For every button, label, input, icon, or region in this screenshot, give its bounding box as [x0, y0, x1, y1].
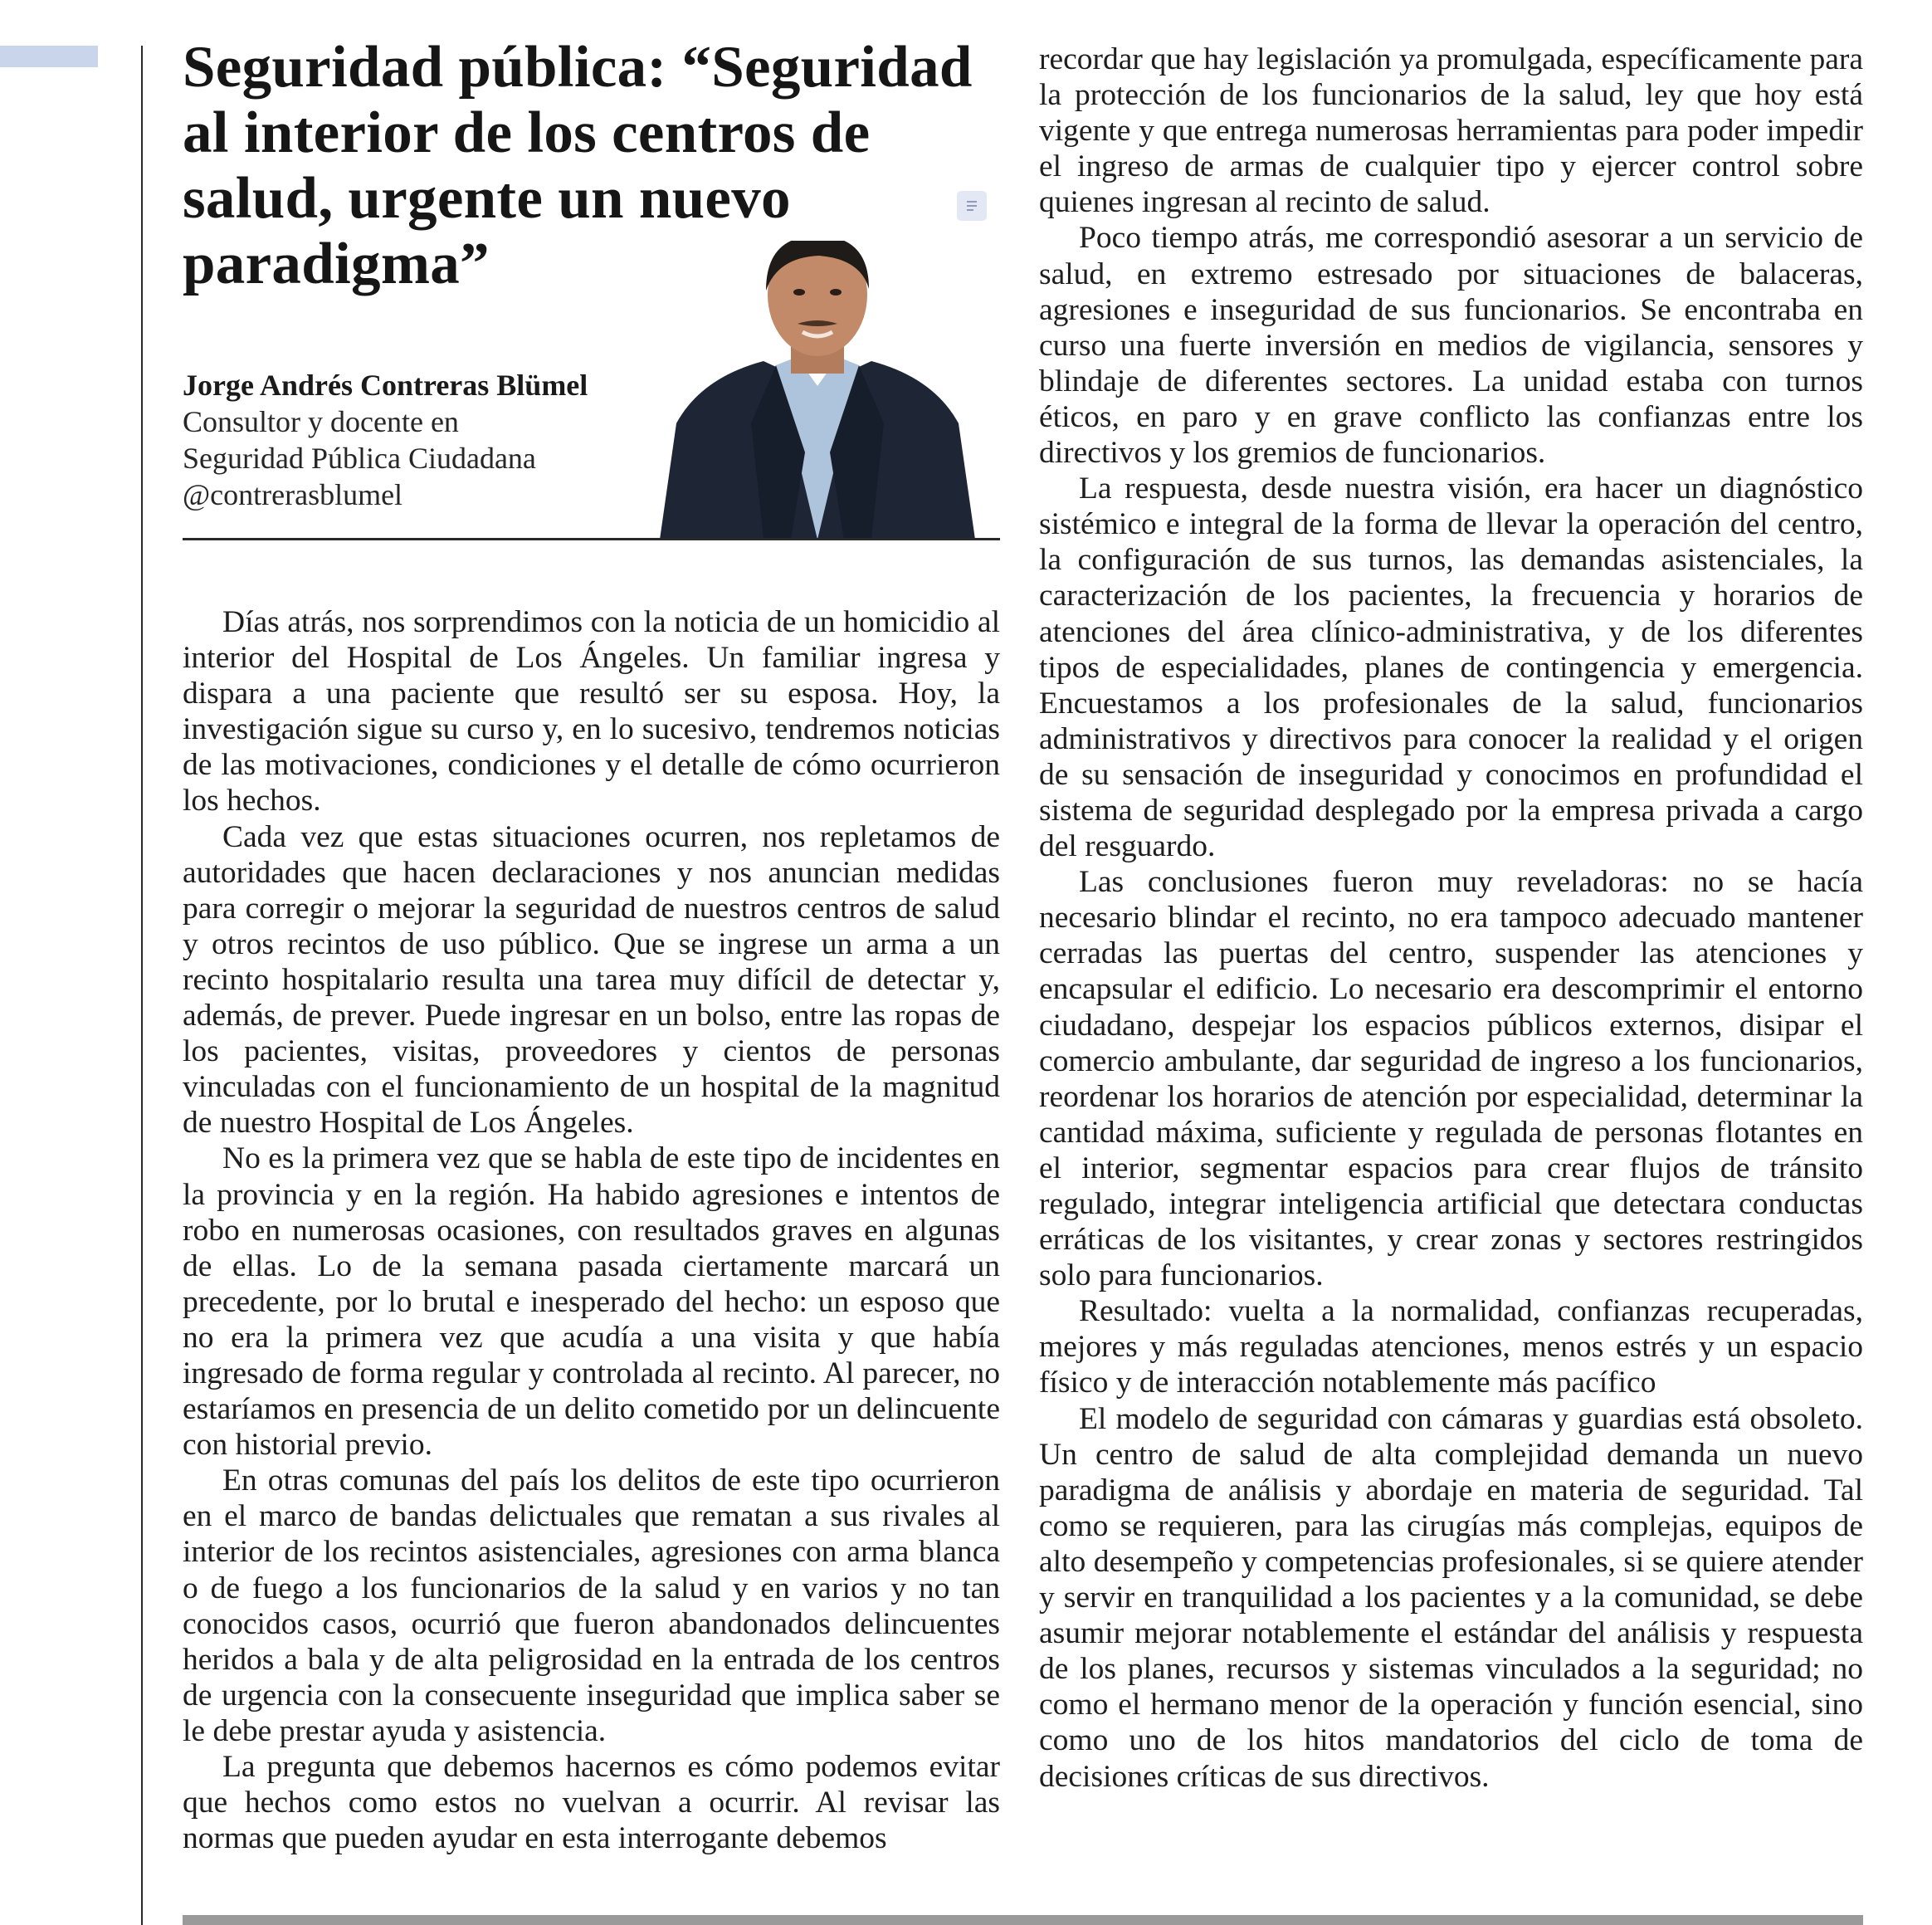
author-handle: @contrerasblumel: [183, 478, 403, 511]
author-portrait: [651, 241, 983, 540]
headline: Seguridad pública: “Seguridad al interior de los centros de salud, urgente un nuevo paradigma”: [183, 35, 973, 296]
paragraph: En otras comunas del país los delitos de este tipo ocurrieron en el marco de bandas delictuales que rematan a sus rivales al interior de los recintos asistenciales, agresiones con arma blanca o de fuego a los funcionarios de la salud y en varios y no tan conocidos casos, ocurrió que fueron abandonados delincuentes heridos a bala y de alta peligrosidad en la entrada de los centros de urgencia con la consecuente inseguridad que implica saber se le debe prestar ayuda y asistencia.: [183, 1463, 1000, 1748]
author-name: Jorge Andrés Contreras Blümel: [183, 369, 588, 402]
paragraph: La respuesta, desde nuestra visión, era hacer un diagnóstico sistémico e integral de la forma de llevar la operación del centro, la configuración de sus turnos, las demandas asistenciales, la caracterización de los pacientes, la frecuencia y horarios de atenciones del área clínico-administrativa, y de los diferentes tipos de especialidades, planes de contingencia y emergencia. Encuestamos a los profesionales de la salud, funcionarios administrativos y directivos para conocer la realidad y el origen de su sensación de inseguridad y conocimos en profundidad el sistema de seguridad desplegado por la empresa privada a cargo del resguardo.: [1039, 471, 1863, 864]
note-icon[interactable]: [957, 191, 987, 221]
byline-divider: [183, 538, 1000, 540]
paragraph: Días atrás, nos sorprendimos con la noticia de un homicidio al interior del Hospital de Los Ángeles. Un familiar ingresa y dispara a una paciente que resultó ser su esposa. Hoy, la investigación sigue su curso y, en lo sucesivo, tendremos noticias de las motivaciones, condiciones y el detalle de cómo ocurrieron los hechos.: [183, 605, 1000, 818]
paragraph: El modelo de seguridad con cámaras y guardias está obsoleto. Un centro de salud de alta complejidad demanda un nuevo paradigma de análisis y abordaje en materia de seguridad. Tal como se requieren, para las cirugías más complejas, equipos de alto desempeño y competencias profesionales, si se quiere atender y servir en tranquilidad a los pacientes y a la comunidad, se debe asumir mejorar notablemente el estándar del análisis y respuesta de los planes, recursos y sistemas vinculados a la seguridad; no como el hermano menor de la operación y función esencial, sino como uno de los hitos mandatorios del ciclo de toma de decisiones críticas de sus directivos.: [1039, 1401, 1863, 1794]
paragraph: No es la primera vez que se habla de este tipo de incidentes en la provincia y en la región. Ha habido agresiones e intentos de robo en numerosas ocasiones, con resultados graves en algunas de ellas. Lo de la semana pasada ciertamente marcará un precedente, por lo brutal e inesperado del hecho: un esposo que no era la primera vez que acudía a una visita y que había ingresado de forma regular y controlada al recinto. Al parecer, no estaríamos en presencia de un delito cometido por un delincuente con historial previo.: [183, 1141, 1000, 1463]
paragraph: La pregunta que debemos hacernos es cómo podemos evitar que hechos como estos no vuelvan a ocurrir. Al revisar las normas que pueden ayudar en esta interrogante debemos: [183, 1750, 1000, 1856]
article-column-right: [1039, 42, 1863, 1795]
column-divider: [141, 46, 143, 1925]
author-byline: [183, 367, 647, 513]
author-role-line1: Consultor y docente en: [183, 405, 459, 438]
paragraph: recordar que hay legislación ya promulgada, específicamente para la protección de los funcionarios de la salud, ley que hoy está vigente y que entrega numerosas herramientas para poder impedir el ingreso de armas de cualquier tipo y ejercer control sobre quienes ingresan al recinto de salud.: [1039, 42, 1863, 220]
paragraph: Poco tiempo atrás, me correspondió asesorar a un servicio de salud, en extremo estresado por situaciones de balaceras, agresiones e inseguridad de sus funcionarios. Se encontraba en curso una fuerte inversión en medios de vigilancia, sensores y blindaje de diferentes sectores. La unidad estaba con turnos éticos, en paro y en grave conflicto las confianzas entre los directivos y los gremios de funcionarios.: [1039, 221, 1863, 471]
paragraph: Cada vez que estas situaciones ocurren, nos repletamos de autoridades que hacen declaraciones y nos anuncian medidas para corregir o mejorar la seguridad de nuestros centros de salud y otros recintos de uso público. Que se ingrese un arma a un recinto hospitalario resulta una tarea muy difícil de detectar y, además, de prever. Puede ingresar en un bolso, entre las ropas de los pacientes, visitas, proveedores y cientos de personas vinculadas con el funcionamiento de un hospital de la magnitud de nuestro Hospital de Los Ángeles.: [183, 819, 1000, 1141]
page-bottom-bar: [183, 1915, 1863, 1925]
article-column-left: [183, 604, 1000, 1856]
paragraph: Resultado: vuelta a la normalidad, confianzas recuperadas, mejores y más reguladas atenciones, menos estrés y un espacio físico y de interacción notablemente más pacífico: [1039, 1294, 1863, 1400]
author-role-line2: Seguridad Pública Ciudadana: [183, 442, 536, 475]
paragraph: Las conclusiones fueron muy reveladoras: no se hacía necesario blindar el recinto, no era tampoco adecuado mantener cerradas las puertas del centro, suspender las atenciones y encapsular el edificio. Lo necesario era descomprimir el entorno ciudadano, despejar los espacios públicos externos, disipar el comercio ambulante, dar seguridad de ingreso a los funcionarios, reordenar los horarios de atención por especialidad, determinar la cantidad máxima, suficiente y regulada de personas flotantes en el interior, segmentar espacios para crear flujos de tránsito regulado, integrar inteligencia artificial que detectara conductas erráticas de los visitantes, y crear zonas y sectores restringidos solo para funcionarios.: [1039, 865, 1863, 1293]
page-tab-marker: [0, 46, 98, 67]
